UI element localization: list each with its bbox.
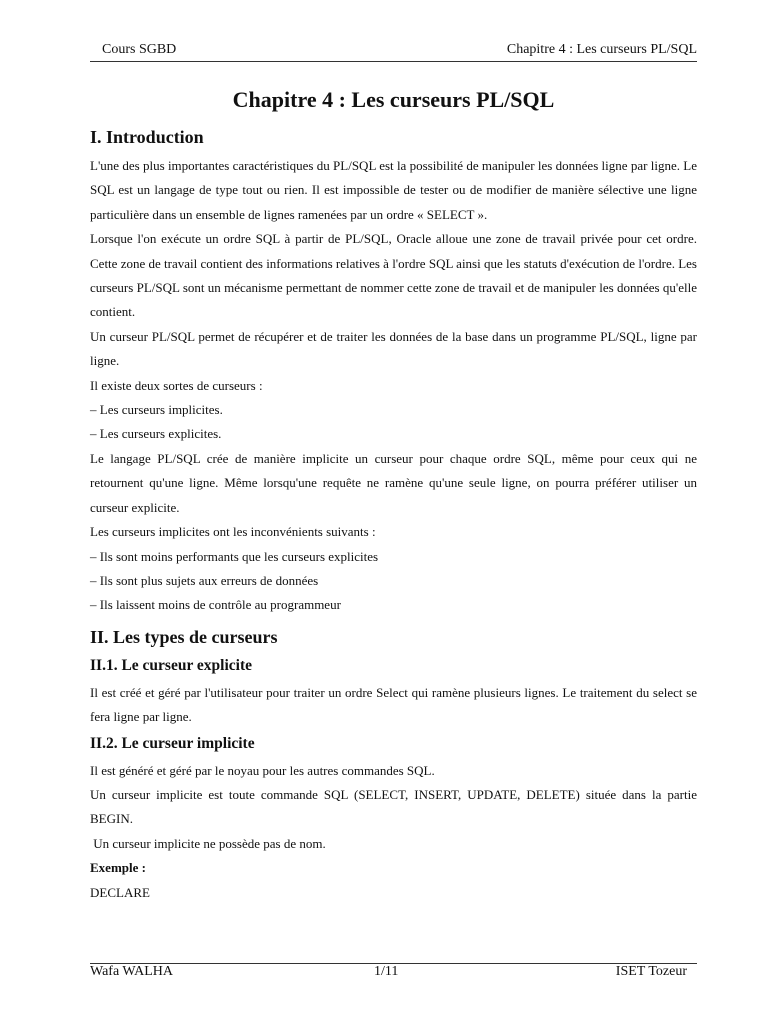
- section-heading-introduction: I. Introduction: [90, 127, 204, 147]
- header-course: Cours SGBD: [102, 42, 177, 57]
- drawback-item: – Ils laissent moins de contrôle au programmeur: [90, 597, 341, 613]
- page-footer: [90, 964, 697, 984]
- example-label: Exemple :: [90, 860, 146, 876]
- drawback-item: – Ils sont plus sujets aux erreurs de données: [90, 572, 319, 588]
- implicit-cursor-paragraph: Le langage PL/SQL crée de manière implicite un curseur pour chaque ordre SQL, même pour ceux qui ne retournent qu'une ligne. Même lorsqu'une requête ne ramène qu'une seule ligne, on pourra préférer utiliser un curseur explicite.: [90, 450, 697, 515]
- page-header: [90, 42, 697, 58]
- explicit-cursor-text: Il est créé et géré par l'utilisateur pour traiter un ordre Select qui ramène plusieurs lignes. Le traitement du select se fera ligne par ligne.: [90, 684, 697, 725]
- implicit-cursor-line: Il est généré et géré par le noyau pour les autres commandes SQL.: [90, 762, 435, 778]
- drawbacks-intro: Les curseurs implicites ont les inconvénients suivants :: [90, 524, 376, 540]
- intro-paragraph-3: Un curseur PL/SQL permet de récupérer et de traiter les données de la base dans un programme PL/SQL, ligne par ligne.: [90, 328, 697, 369]
- cursor-kinds-intro: Il existe deux sortes de curseurs :: [90, 377, 263, 393]
- page-number: 1/11: [374, 964, 399, 979]
- intro-paragraph-1: L'une des plus importantes caractéristiques du PL/SQL est la possibilité de manipuler les données ligne par ligne. Le SQL est un langage de type tout ou rien. Il est impossible de tester ou de modifier de manière sélective une ligne particulière dans un ensemble de lignes ramenées par un ordre « SELECT ».: [90, 158, 697, 222]
- subsection-heading-implicit: II.2. Le curseur implicite: [90, 734, 255, 752]
- intro-paragraph-2: Lorsque l'on exécute un ordre SQL à partir de PL/SQL, Oracle alloue une zone de travail privée pour cet ordre. Cette zone de travail contient des informations relatives à l'ordre SQL ainsi que les statuts d'exécution de l'ordre. Les curseurs PL/SQL sont un mécanisme permettant de nommer cette zone de travail et de manipuler les données qu'elle contient.: [90, 231, 697, 320]
- footer-institution: ISET Tozeur: [615, 964, 687, 979]
- code-line: DECLARE: [90, 884, 150, 900]
- header-divider: [90, 61, 697, 62]
- chapter-title: Chapitre 4 : Les curseurs PL/SQL: [232, 87, 555, 112]
- section-heading-cursor-types: II. Les types de curseurs: [90, 626, 278, 647]
- page-body: [90, 84, 697, 905]
- implicit-cursor-no-name: Un curseur implicite ne possède pas de nom.: [90, 835, 326, 851]
- subsection-heading-explicit: II.1. Le curseur explicite: [90, 656, 253, 674]
- header-chapter: Chapitre 4 : Les curseurs PL/SQL: [506, 42, 697, 57]
- drawback-item: – Ils sont moins performants que les curseurs explicites: [90, 548, 379, 564]
- cursor-kind-item: – Les curseurs explicites.: [90, 426, 222, 442]
- footer-author: Wafa WALHA: [90, 964, 173, 979]
- cursor-kind-item: – Les curseurs implicites.: [90, 402, 223, 418]
- implicit-cursor-definition: Un curseur implicite est toute commande SQL (SELECT, INSERT, UPDATE, DELETE) située dans la partie BEGIN.: [90, 786, 697, 827]
